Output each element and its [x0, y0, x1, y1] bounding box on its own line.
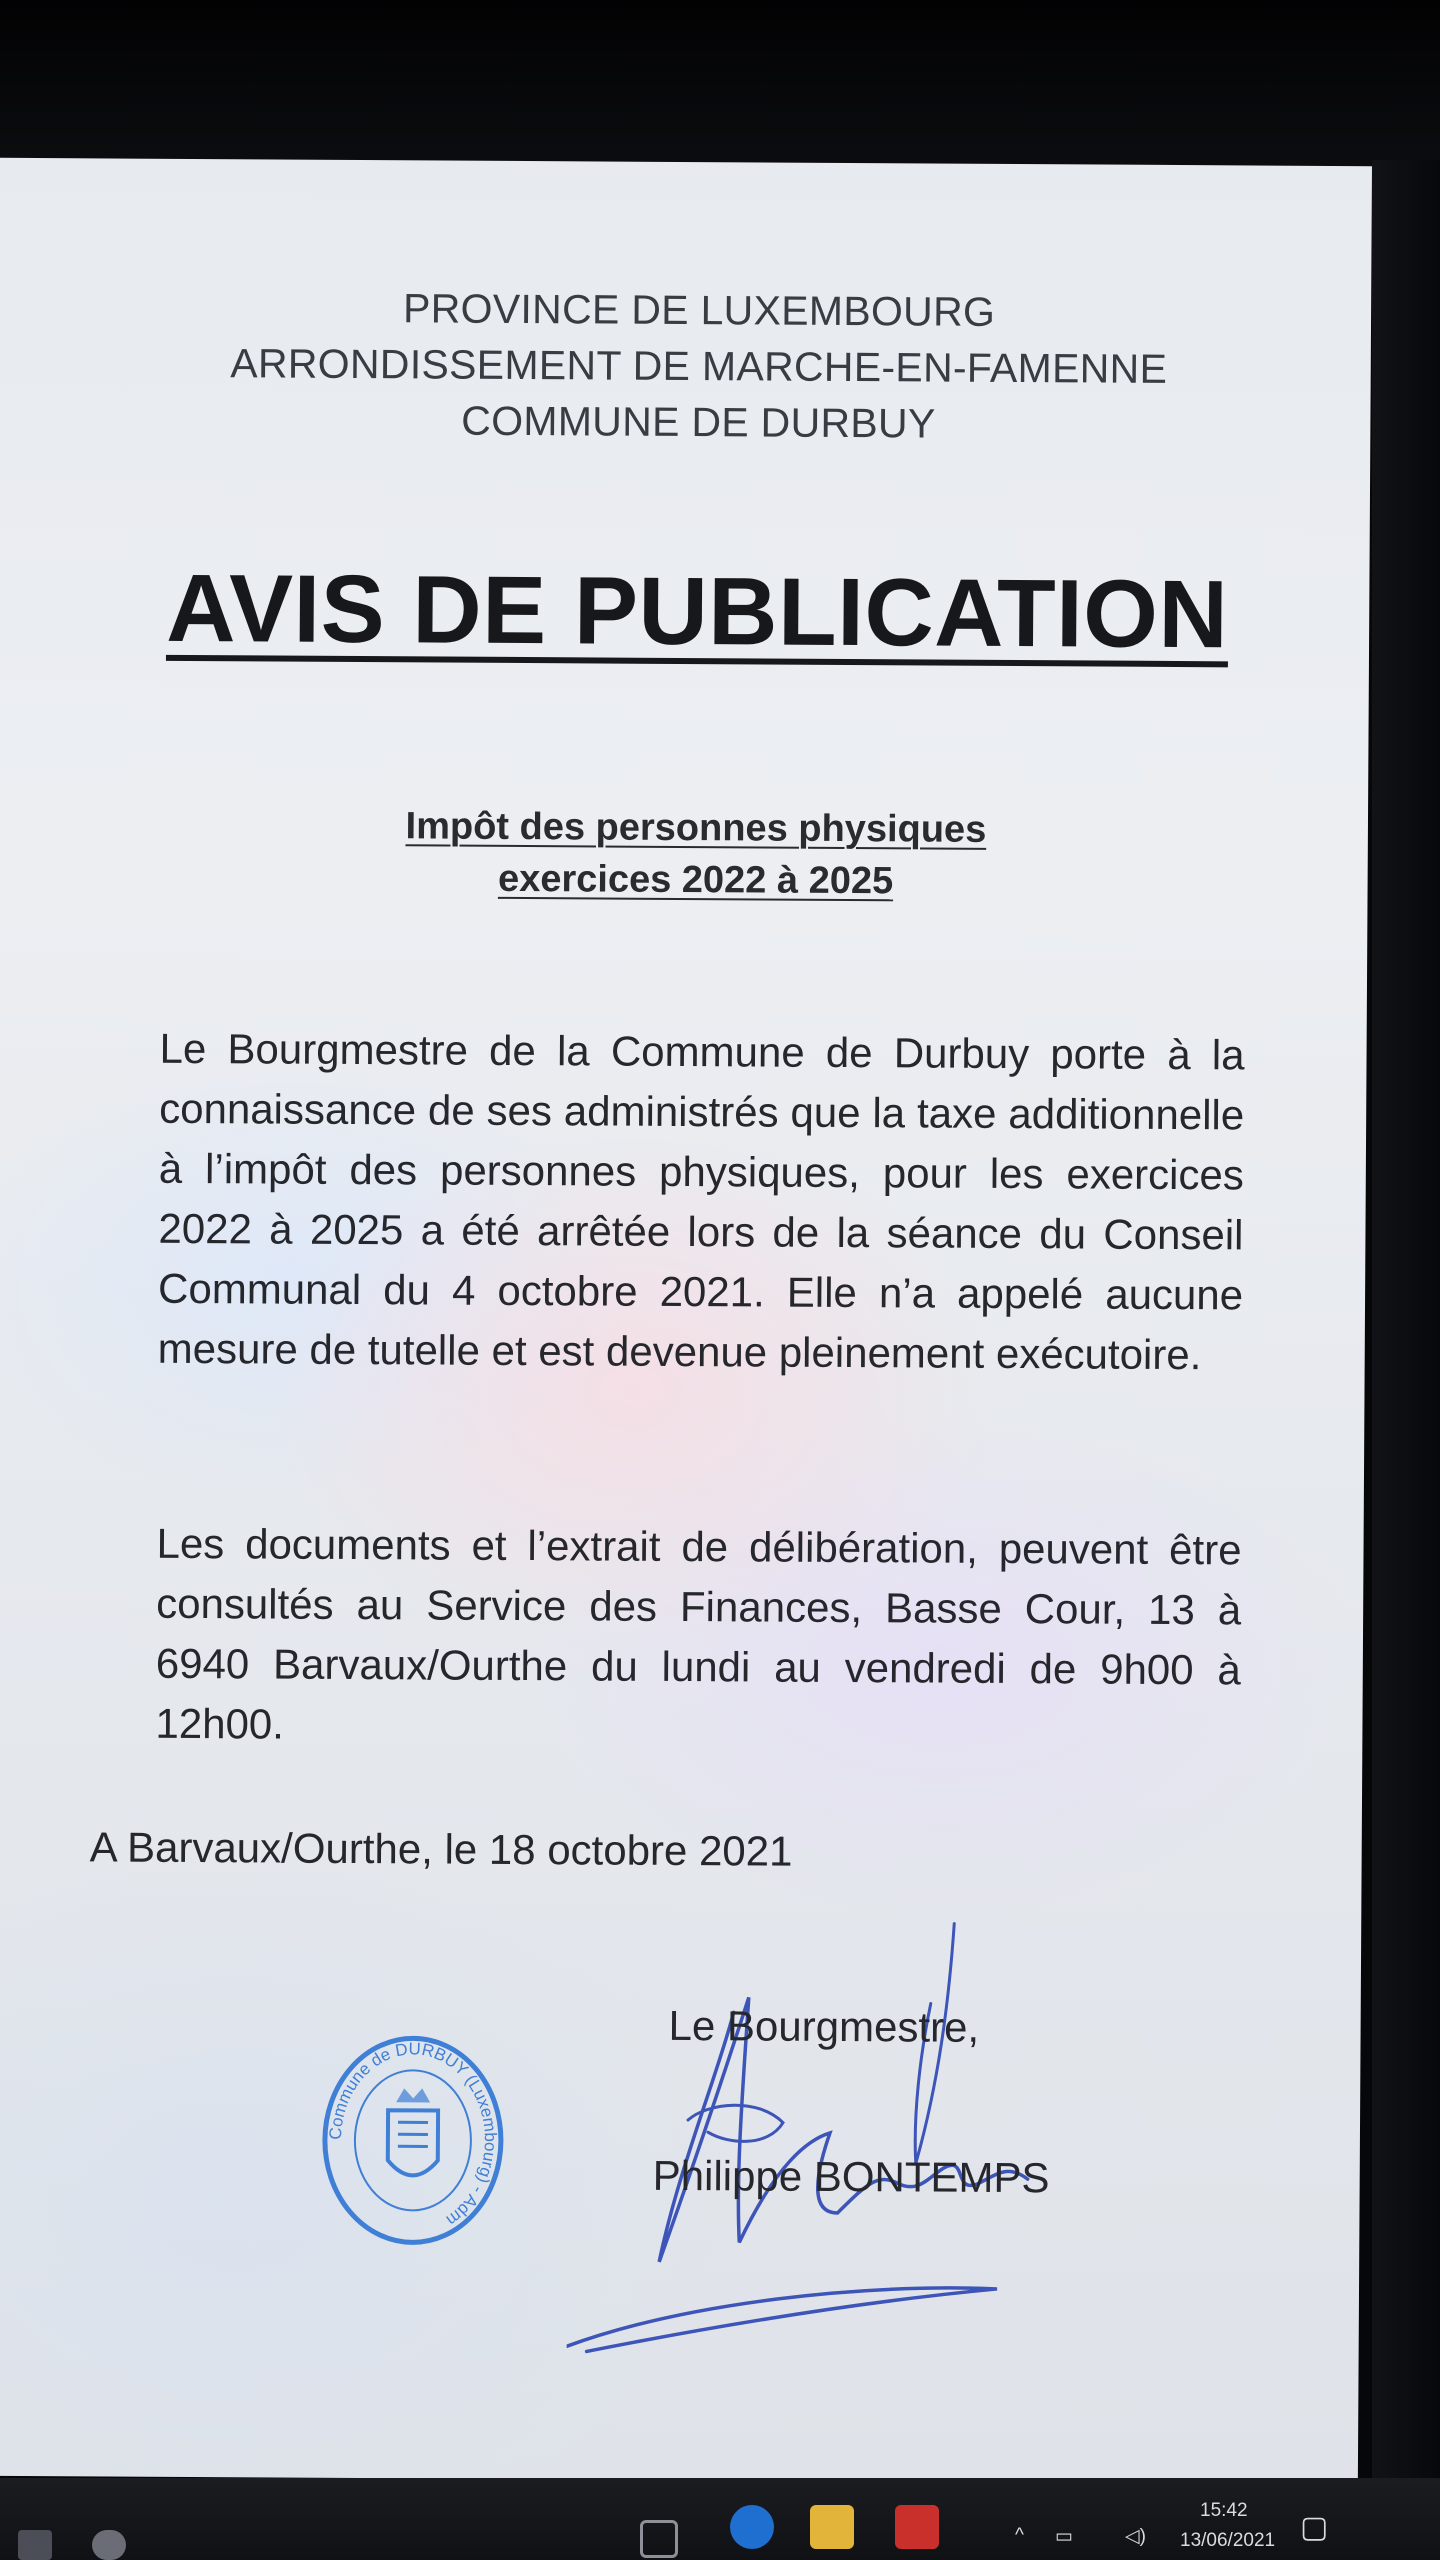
- clock-time[interactable]: 15:42: [1200, 2500, 1248, 2521]
- volume-icon[interactable]: ◁): [1125, 2526, 1146, 2547]
- network-icon[interactable]: ▭: [1055, 2526, 1073, 2547]
- pdf-app-icon[interactable]: [895, 2505, 939, 2549]
- edge-icon[interactable]: [730, 2505, 774, 2549]
- body-paragraph-2: Les documents et l’extrait de délibération, peuvent être consultés au Service des Finances, Basse Cour, 13 à 6940 Barvaux/Ourthe du lundi au vendredi de 9h00 à 12h00.: [155, 1519, 1242, 1748]
- file-explorer-icon[interactable]: [810, 2505, 854, 2549]
- subject-line-1: Impôt des personnes physiques: [405, 805, 987, 851]
- monitor-bezel-top: [0, 0, 1440, 170]
- notice-title: AVIS DE PUBLICATION: [165, 554, 1229, 669]
- tray-chevron-icon[interactable]: ^: [1015, 2525, 1024, 2546]
- signature-label: Le Bourgmestre,: [668, 2001, 980, 2051]
- search-icon[interactable]: [92, 2530, 126, 2560]
- body-paragraph-1: Le Bourgmestre de la Commune de Durbuy porte à la connaissance de ses administrés que la taxe additionnelle à l’impôt des personnes physiques, pour les exercices 2022 à 2025 a été arrêtée lors de la séance du Conseil Communal du 4 octobre 2021. Elle n’a appelé aucune mesure de tutelle et est devenue pleinement exécutoire.: [157, 1024, 1245, 1379]
- handwritten-signature-icon: [566, 1881, 1089, 2384]
- task-view-icon[interactable]: [640, 2520, 678, 2558]
- publication-notice: [0, 158, 1372, 2484]
- clock-date[interactable]: 13/06/2021: [1180, 2530, 1276, 2551]
- notice-subject: [195, 799, 1196, 909]
- header-arrondissement: ARRONDISSEMENT DE MARCHE-EN-FAMENNE: [230, 340, 1168, 392]
- start-icon[interactable]: [18, 2530, 52, 2560]
- issuer-header: [148, 279, 1249, 454]
- notification-icon[interactable]: ▢: [1300, 2511, 1329, 2544]
- commune-seal: [317, 2030, 508, 2251]
- place-and-date: A Barvaux/Ourthe, le 18 octobre 2021: [89, 1823, 793, 1875]
- header-province: PROVINCE DE LUXEMBOURG: [402, 285, 996, 335]
- subject-line-2: exercices 2022 à 2025: [497, 857, 894, 903]
- monitor-bezel-right: [1372, 160, 1440, 2480]
- signatory-name: Philippe BONTEMPS: [652, 2151, 1050, 2202]
- header-commune: COMMUNE DE DURBUY: [461, 397, 936, 447]
- seal-inscription: Commune de DURBUY (Luxembourg) - Adm: [325, 2039, 500, 2230]
